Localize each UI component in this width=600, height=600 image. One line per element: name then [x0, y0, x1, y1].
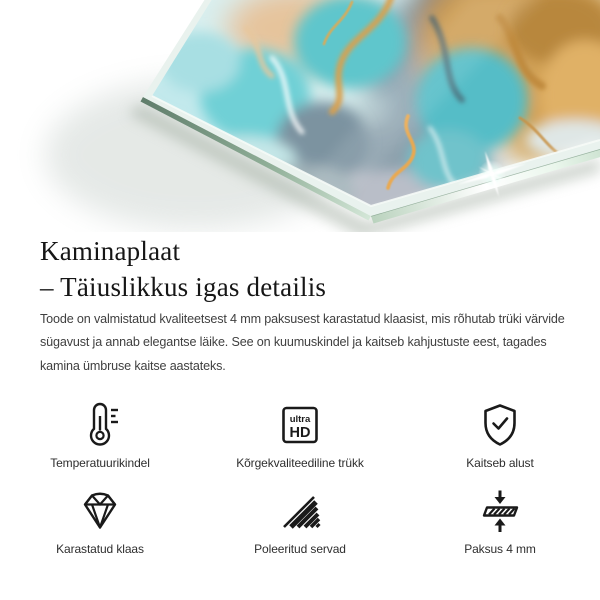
product-photo: [0, 0, 600, 232]
shield-check-icon: [478, 402, 522, 448]
description-line: Toode on valmistatud kvaliteetsest 4 mm paksusest karastatud klaasist, mis rõhutab trüki värvide: [40, 312, 565, 326]
description-line: kamina ümbruse kaitse aastateks.: [40, 358, 226, 373]
thickness-icon: [478, 488, 522, 534]
feature-temperature-resistant: [0, 402, 200, 470]
feature-tempered-glass: [0, 488, 200, 556]
feature-thickness-4mm: [400, 488, 600, 556]
thermometer-icon: [79, 402, 121, 448]
ultra-hd-icon: [280, 403, 320, 447]
page-title-line2: – Täiuslikkus igas detailis: [40, 272, 327, 302]
features-grid: [0, 402, 600, 556]
feature-label: Poleeritud servad: [254, 542, 346, 556]
svg-text:HD: HD: [289, 425, 311, 441]
svg-text:ultra: ultra: [289, 414, 311, 425]
product-description: [40, 308, 588, 378]
page-title-line1: Kaminaplaat: [40, 236, 181, 266]
page-title: [40, 233, 326, 305]
feature-label: Kõrgekvaliteediline trükk: [236, 456, 364, 470]
feature-label: Karastatud klaas: [56, 542, 144, 556]
diamond-icon: [76, 489, 124, 533]
feature-ultra-hd-print: [200, 402, 400, 470]
feature-label: Paksus 4 mm: [464, 542, 536, 556]
feature-protects-base: [400, 402, 600, 470]
feature-polished-edges: [200, 488, 400, 556]
feature-label: Kaitseb alust: [466, 456, 534, 470]
description-line: sügavust ja annab elegantse läike. See on kuumuskindel ja kaitseb kahjustuste eest, tagades: [40, 335, 547, 350]
polished-edges-icon: [278, 489, 322, 533]
feature-label: Temperatuurikindel: [50, 456, 150, 470]
